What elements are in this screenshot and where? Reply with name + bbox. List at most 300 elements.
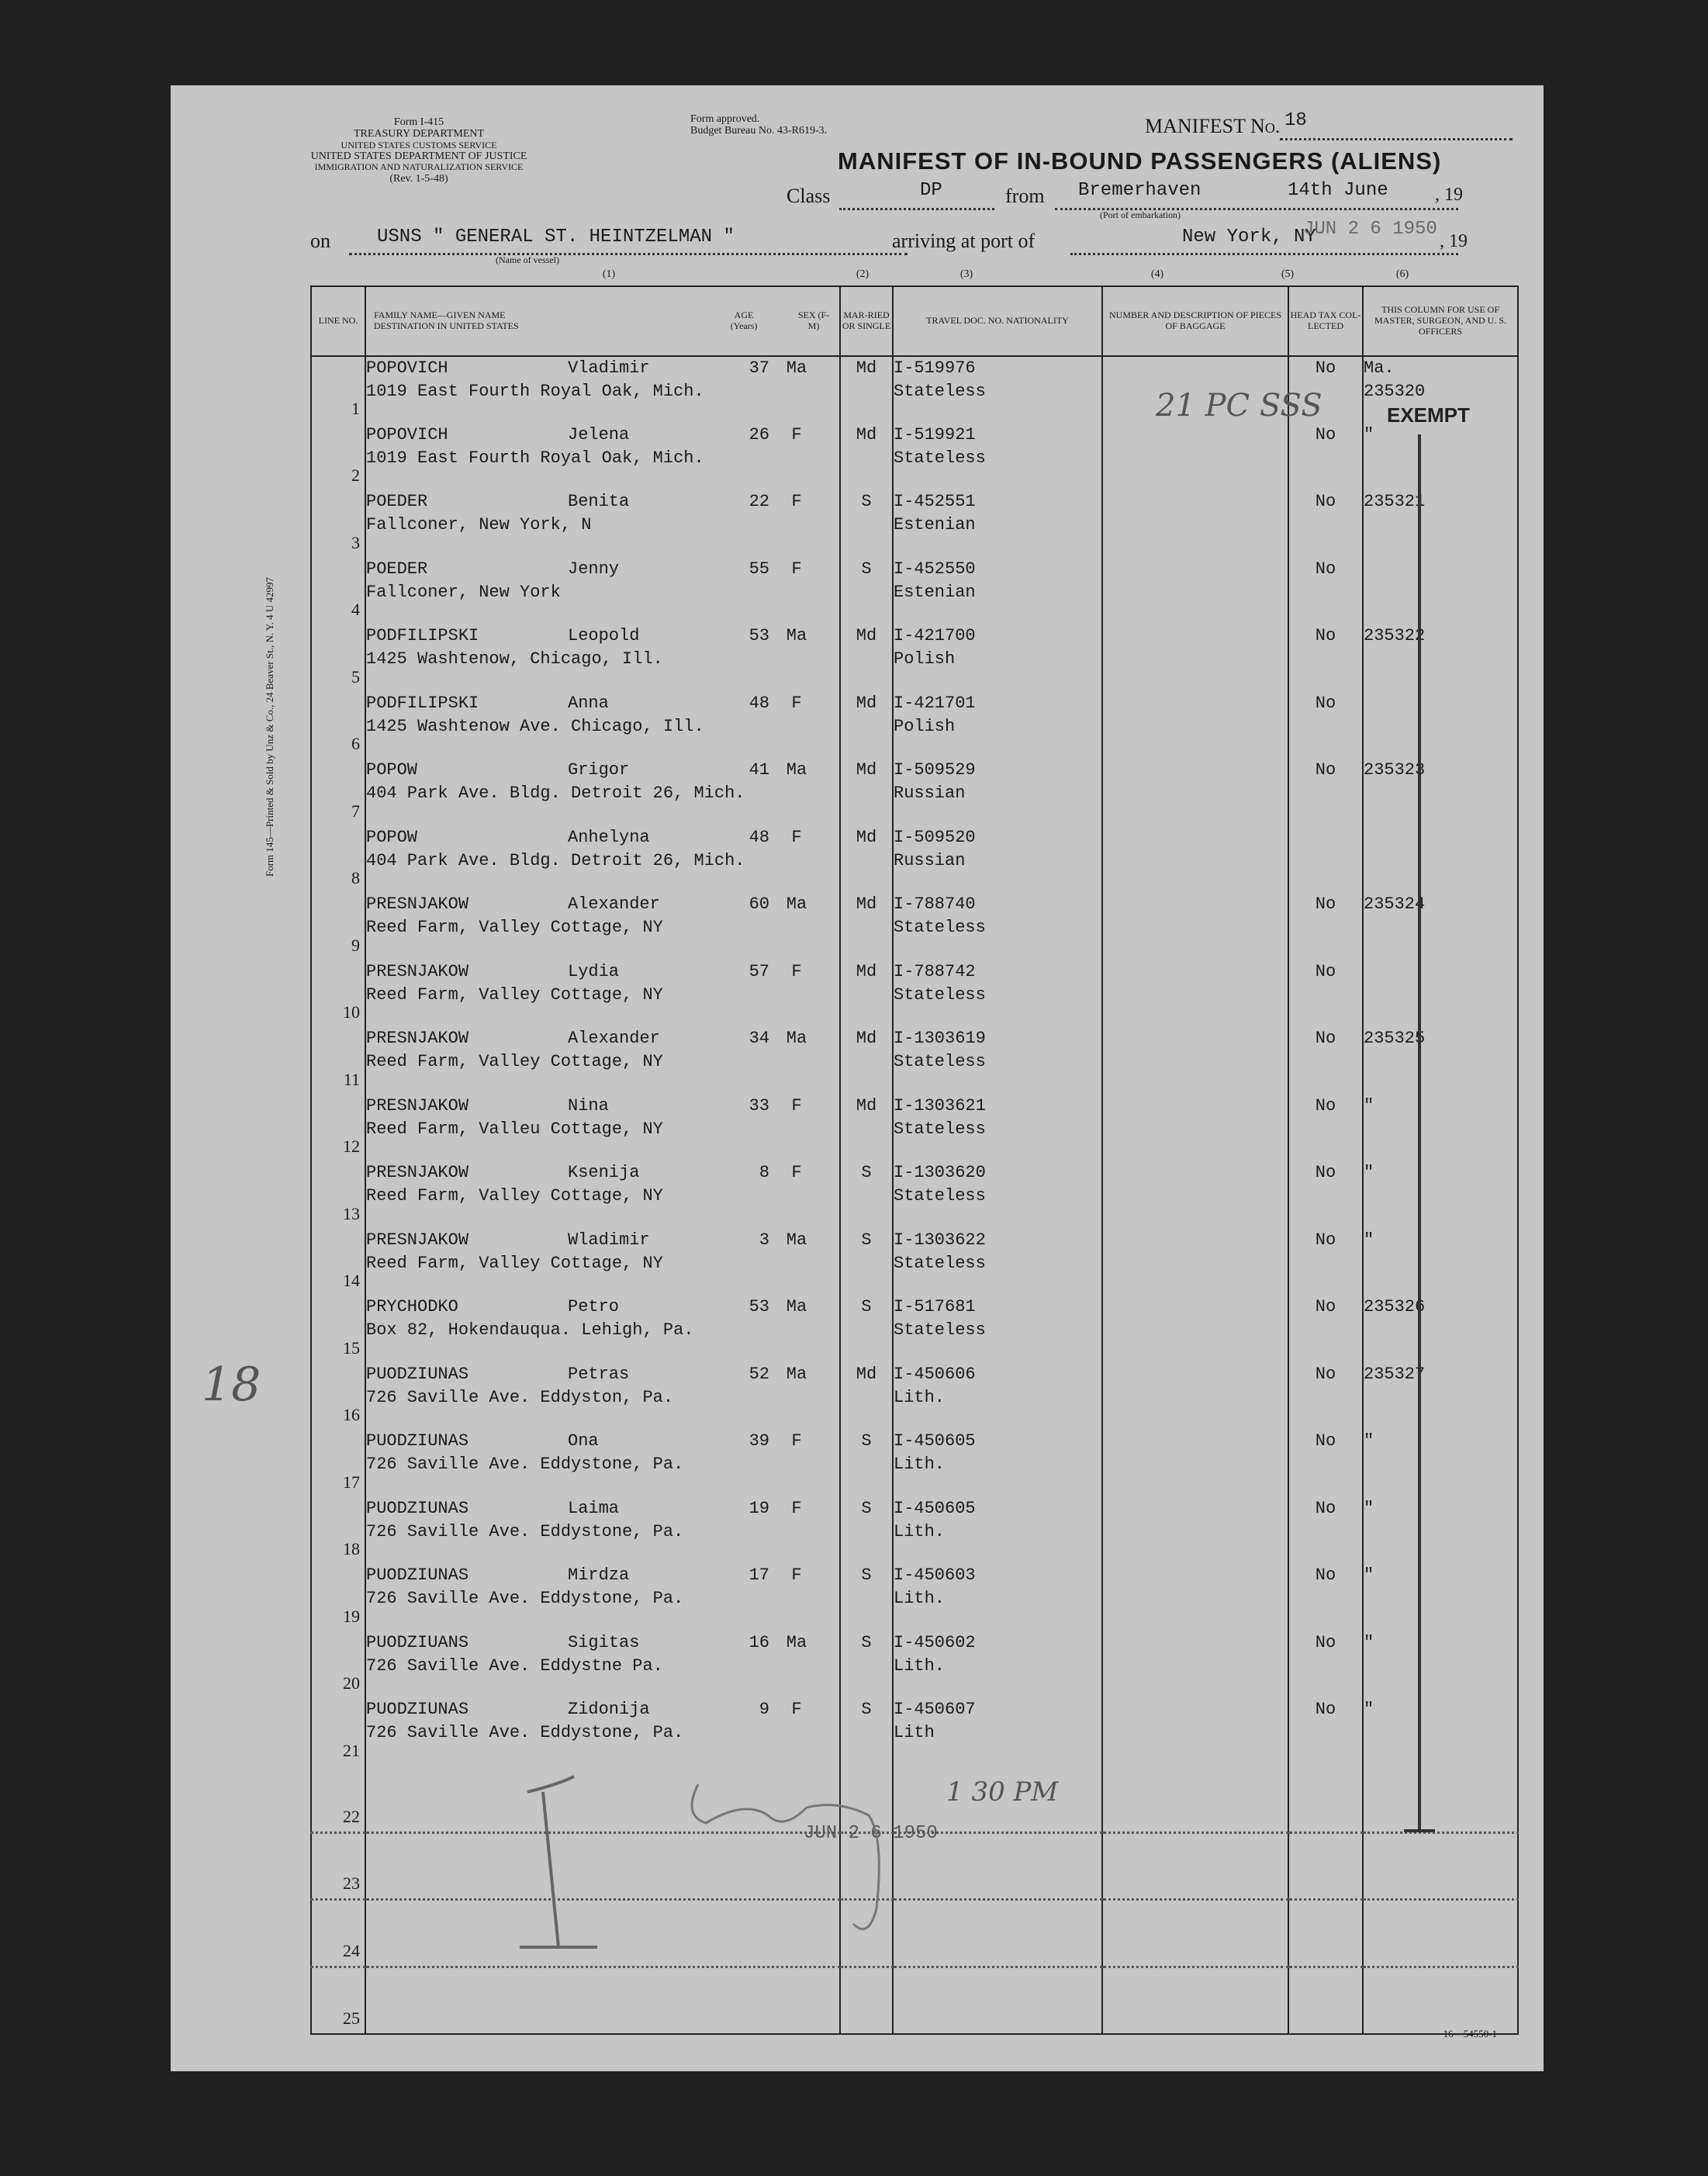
travel-doc-no: I-450602 [894,1632,976,1652]
given-name: Jelena [568,424,630,445]
line-number [311,1698,365,1766]
name-cell [365,759,840,826]
class-line [839,208,994,210]
destination: Reed Farm, Valley Cottage, NY [366,1052,663,1071]
age: 9 [759,1700,769,1719]
line-number-text: 16 [343,1405,360,1424]
travel-doc-no: I-421701 [894,693,976,713]
marital-status: Md [840,624,893,692]
baggage-cell [1102,1900,1288,1967]
family-name: PRESNJAKOW [366,1230,469,1250]
sex: F [791,1095,802,1116]
travel-doc-cell [893,1296,1102,1363]
department-treasury: TREASURY DEPARTMENT [353,128,485,140]
head-tax: No [1288,356,1363,424]
sex: Ma [786,1029,807,1048]
given-name: Wladimir [568,1230,650,1250]
line-number [311,1631,365,1699]
line-number-text: 15 [343,1337,360,1358]
nationality: Russian [894,850,966,870]
baggage-note: 21 PC SSS [1156,388,1322,424]
col-number: (4) [1150,268,1164,280]
on-label: on [310,230,330,252]
head-tax: No [1288,490,1363,558]
time-note: 1 30 PM [946,1776,1059,1808]
name-cell [365,960,840,1028]
given-name: Sigitas [568,1632,640,1652]
manifest-title: MANIFEST OF IN-BOUND PASSENGERS (ALIENS) [838,147,1442,175]
head-tax: No [1288,1363,1363,1430]
destination: Box 82, Hokendauqua. Lehigh, Pa. [366,1320,694,1340]
head-tax: No [1288,424,1363,491]
officer-note-1: " [1364,1700,1374,1719]
travel-doc-no: I-450605 [894,1498,976,1518]
officer-note-2: 235324 [1364,894,1426,914]
name-cell [365,1564,840,1631]
family-name: PRESNJAKOW [366,894,469,914]
name-cell [365,624,840,692]
head-tax [1288,1967,1363,2034]
col-number: (2) [856,268,870,280]
travel-doc-cell [893,826,1102,894]
line-number [311,490,365,558]
table-row [311,893,1518,960]
sex: F [791,559,802,579]
table-row [311,1296,1518,1363]
line-number-text: 7 [351,801,360,821]
officer-note-1: Ma. [1364,358,1395,378]
line-number [311,356,365,424]
manifest-page [171,85,1544,2071]
marital-status: Md [840,893,893,960]
family-name: PRYCHODKO [366,1297,458,1316]
given-name: Petras [568,1364,630,1384]
age: 8 [759,1163,769,1182]
travel-doc-cell [893,960,1102,1028]
family-name: PUODZIUNAS [366,1498,469,1518]
family-name: PUODZIUNAS [366,1700,469,1719]
given-name: Alexander [568,894,660,914]
given-name: Anhelyna [568,827,650,847]
vessel-line [349,253,908,255]
travel-doc-no: I-788742 [894,961,976,981]
travel-doc-cell [893,759,1102,826]
age: 57 [749,961,769,981]
sex: Ma [786,760,807,780]
officer-note-2: 235325 [1364,1029,1426,1048]
header-head-tax: HEAD TAX COL-LECTED [1288,286,1363,356]
embarkation-port: Bremerhaven [1078,180,1201,201]
officer-note-1: 235323 [1364,760,1426,780]
line-number [311,1027,365,1095]
baggage-cell [1102,1027,1288,1095]
name-cell [365,1430,840,1497]
name-cell [365,1095,840,1162]
line-number [311,1497,365,1565]
line-number-text: 22 [343,1806,360,1826]
nationality: Estenian [894,515,976,534]
sex: Ma [786,1632,807,1652]
officer-note-2: 235322 [1364,626,1426,645]
table-row [311,1430,1518,1497]
form-number: Form I-415 [393,116,444,128]
nationality: Stateless [894,1119,986,1139]
age: 53 [749,1297,769,1316]
marital-status: Md [840,356,893,424]
line-number [311,1900,365,1967]
given-name: Ona [568,1431,599,1451]
age: 33 [749,1095,769,1116]
age: 48 [749,827,769,847]
family-name: PRESNJAKOW [366,961,469,981]
officer-note-1: " [1364,1095,1374,1116]
age: 60 [749,894,769,914]
nationality: Stateless [894,1052,986,1071]
officer-note-1: " [1364,1498,1374,1518]
nationality: Lith. [894,1521,946,1541]
head-tax: No [1288,1497,1363,1565]
table-row [311,1497,1518,1565]
form-header-block [295,116,543,185]
header-sex: SEX (F-M) [797,310,830,331]
manifest-no-label: MANIFEST No. [1145,115,1281,137]
family-name: PUODZIUNAS [366,1431,469,1451]
margin-number: 18 [202,1358,261,1412]
table-row [311,1967,1518,2034]
head-tax: No [1288,960,1363,1028]
line-number [311,424,365,491]
travel-doc-no: I-517681 [894,1297,976,1316]
baggage-cell [1102,692,1288,759]
officer-bracket-line [1396,434,1443,1862]
nationality: Estenian [894,582,976,602]
destination: Reed Farm, Valley Cottage, NY [366,1253,663,1273]
travel-doc-cell [893,1967,1102,2034]
baggage-cell [1102,826,1288,894]
given-name: Alexander [568,1029,660,1048]
family-name: PRESNJAKOW [366,1095,469,1116]
destination: 1425 Washtenow Ave. Chicago, Ill. [366,716,704,736]
age: 48 [749,693,769,713]
table-row [311,356,1518,424]
marital-status: Md [840,1363,893,1430]
sex: F [791,1700,802,1719]
officer-note-1: " [1364,1163,1374,1182]
given-name: Ksenija [568,1163,640,1182]
line-number [311,1766,365,1833]
travel-doc-cell [893,692,1102,759]
family-name: POPOW [366,760,418,780]
baggage-cell [1102,759,1288,826]
line-number-text: 12 [343,1136,360,1156]
line-number [311,826,365,894]
line-number-text: 9 [351,935,360,955]
travel-doc-no: I-519976 [894,358,976,378]
travel-doc-cell [893,1497,1102,1565]
arrival-date-stamp: JUN 2 6 1950 [1303,219,1437,240]
line-number [311,1832,365,1900]
officer-note-1: 235327 [1364,1364,1426,1384]
marital-status: S [840,1564,893,1631]
sex: Ma [786,1230,807,1250]
table-row [311,1363,1518,1430]
nationality: Lith. [894,1589,946,1608]
name-cell [365,1497,840,1565]
sex: Ma [786,1364,807,1384]
approval-note [690,113,827,137]
marital-status: Md [840,960,893,1028]
baggage-cell [1102,624,1288,692]
table-row [311,1698,1518,1766]
line-number-text: 13 [343,1203,360,1223]
destination: 726 Saville Ave. Eddystone, Pa. [366,1589,684,1608]
nationality: Lith [894,1723,935,1742]
destination: 726 Saville Ave. Eddystne Pa. [366,1655,663,1676]
travel-doc-cell [893,1363,1102,1430]
travel-doc-no: I-1303621 [894,1095,986,1116]
family-name: POEDER [366,559,428,579]
sex: F [791,1565,802,1585]
approval-text: Form approved. [690,113,760,125]
baggage-cell [1102,1967,1288,2034]
department-customs: UNITED STATES CUSTOMS SERVICE [341,139,497,150]
name-cell [365,826,840,894]
table-row [311,624,1518,692]
baggage-cell [1102,1430,1288,1497]
given-name: Grigor [568,760,630,780]
baggage-cell [1102,1161,1288,1229]
name-cell [365,1698,840,1766]
travel-doc-no: I-509529 [894,760,976,780]
given-name: Zidonija [568,1700,650,1719]
name-cell [365,893,840,960]
baggage-cell [1102,960,1288,1028]
name-cell [365,1967,840,2034]
travel-doc-cell [893,424,1102,491]
travel-doc-no: I-452551 [894,492,976,511]
travel-doc-no: I-450605 [894,1431,976,1451]
travel-doc-no: I-450606 [894,1364,976,1384]
baggage-cell [1102,1296,1288,1363]
sex: F [791,827,802,847]
head-tax: No [1288,1430,1363,1497]
travel-doc-cell [893,893,1102,960]
family-name: PUODZIUNAS [366,1565,469,1585]
destination: 726 Saville Ave. Eddyston, Pa. [366,1387,674,1407]
year-label-1: , 19 [1435,185,1463,205]
destination: Reed Farm, Valley Cottage, NY [366,984,663,1005]
head-tax: No [1288,759,1363,826]
header-officers: THIS COLUMN FOR USE OF MASTER, SURGEON, AND U. S. OFFICERS [1363,286,1518,356]
line-number-text: 2 [351,465,360,485]
officer-cell [1363,1967,1518,2034]
travel-doc-no: I-788740 [894,894,976,914]
destination: 404 Park Ave. Bldg. Detroit 26, Mich. [366,850,745,870]
name-cell [365,1363,840,1430]
vessel-name: USNS " GENERAL ST. HEINTZELMAN " [377,227,735,247]
line-number-text: 8 [351,868,360,887]
travel-doc-no: I-1303622 [894,1230,986,1250]
baggage-cell [1102,1832,1288,1900]
name-cell [365,1161,840,1229]
marital-status: S [840,1229,893,1296]
nationality: Russian [894,784,966,803]
exempt-stamp: EXEMPT [1387,403,1470,427]
sex: F [791,961,802,981]
given-name: Vladimir [568,358,650,378]
destination: Fallconer, New York, N [366,515,592,534]
table-row [311,1631,1518,1699]
destination: Fallconer, New York [366,582,561,602]
marital-status: S [840,1631,893,1699]
family-name: PUODZIUNAS [366,1364,469,1384]
destination: 726 Saville Ave. Eddystone, Pa. [366,1521,684,1541]
col-number: (1) [602,268,616,280]
header-age: AGE (Years) [730,310,758,331]
destination: 1019 East Fourth Royal Oak, Mich. [366,382,704,401]
table-row [311,424,1518,491]
arrival-line [1070,253,1458,255]
head-tax [1288,1766,1363,1833]
sex: Ma [786,358,807,378]
head-tax [1288,826,1363,894]
line-number [311,1161,365,1229]
destination: Reed Farm, Valley Cottage, NY [366,1186,663,1206]
name-cell [365,1027,840,1095]
officer-note-1: " [1364,424,1374,445]
destination: 726 Saville Ave. Eddystone, Pa. [366,1455,684,1474]
sex: Ma [786,1297,807,1316]
officer-note-2: 235320 [1364,382,1426,401]
nationality: Stateless [894,448,986,468]
head-tax: No [1288,624,1363,692]
marital-status: Md [840,1027,893,1095]
header-destination: DESTINATION IN UNITED STATES [374,320,519,331]
marital-status: S [840,1698,893,1766]
sex: F [791,1163,802,1182]
baggage-cell [1102,1766,1288,1833]
travel-doc-no: I-450603 [894,1565,976,1585]
destination: Reed Farm, Valley Cottage, NY [366,918,663,937]
nationality: Lith. [894,1387,946,1407]
head-tax: No [1288,1564,1363,1631]
nationality: Polish [894,716,956,736]
marital-status: S [840,1497,893,1565]
marital-status: S [840,1296,893,1363]
given-name: Jenny [568,559,620,579]
family-name: PRESNJAKOW [366,1029,469,1048]
given-name: Mirdza [568,1565,630,1585]
line-number-text: 21 [343,1740,360,1760]
line-number [311,624,365,692]
baggage-cell [1102,1698,1288,1766]
header-baggage: NUMBER AND DESCRIPTION OF PIECES OF BAGGAGE [1102,286,1288,356]
line-number-text: 6 [351,734,360,753]
age: 17 [749,1565,769,1585]
sex: Ma [786,626,807,645]
marital-status: Md [840,1095,893,1162]
marital-status: Md [840,826,893,894]
travel-doc-cell [893,1698,1102,1766]
head-tax: No [1288,1161,1363,1229]
name-cell [365,490,840,558]
family-name: PODFILIPSKI [366,693,479,713]
head-tax: No [1288,1229,1363,1296]
age: 55 [749,559,769,579]
travel-doc-no: I-1303619 [894,1029,986,1048]
travel-doc-cell [893,1564,1102,1631]
col-number: (5) [1281,268,1295,280]
sex: F [791,424,802,445]
arrival-port: New York, NY [1182,227,1316,247]
marital-status: S [840,558,893,625]
officer-note-1: " [1364,1431,1374,1451]
marital-status: Md [840,759,893,826]
header-family-name: FAMILY NAME—GIVEN NAME [374,310,506,321]
name-cell [365,558,840,625]
header-travel-doc: TRAVEL DOC. NO. NATIONALITY [893,286,1102,356]
name-cell [365,1296,840,1363]
nationality: Stateless [894,382,986,401]
travel-doc-no: I-509520 [894,827,976,847]
travel-doc-cell [893,1229,1102,1296]
class-label: Class [787,185,831,207]
destination: 726 Saville Ave. Eddystone, Pa. [366,1723,684,1742]
family-name: PODFILIPSKI [366,626,479,645]
table-row [311,1161,1518,1229]
line-number-text: 3 [351,532,360,552]
name-cell [365,692,840,759]
travel-doc-cell [893,490,1102,558]
age: 26 [749,424,769,445]
marital-status: S [840,1430,893,1497]
name-cell [365,1631,840,1699]
table-row [311,1564,1518,1631]
travel-doc-cell [893,1430,1102,1497]
line-number-text: 10 [343,1002,360,1022]
table-row [311,759,1518,826]
nationality: Stateless [894,918,986,937]
table-row [311,692,1518,759]
head-tax: No [1288,1631,1363,1699]
travel-doc-cell [893,356,1102,424]
marital-status: S [840,1161,893,1229]
nationality: Polish [894,649,956,669]
given-name: Petro [568,1297,620,1316]
line-number [311,558,365,625]
manifest-no-line [1280,138,1513,140]
baggage-cell [1102,893,1288,960]
travel-doc-cell [893,1095,1102,1162]
name-cell [365,356,840,424]
officer-note-1: 235326 [1364,1297,1426,1316]
line-number-text: 17 [343,1472,360,1492]
line-number-text: 19 [343,1606,360,1626]
table-row [311,558,1518,625]
col-number: (3) [959,268,973,280]
given-name: Laima [568,1498,620,1518]
baggage-cell [1102,1564,1288,1631]
line-number [311,1967,365,2034]
line-number [311,960,365,1028]
marital-status: Md [840,692,893,759]
marital-status: Md [840,424,893,491]
given-name: Nina [568,1095,609,1116]
given-name: Anna [568,693,609,713]
line-number-text: 23 [343,1873,360,1893]
head-tax: No [1288,1296,1363,1363]
port-embarkation-caption: (Port of embarkation) [1100,209,1181,220]
